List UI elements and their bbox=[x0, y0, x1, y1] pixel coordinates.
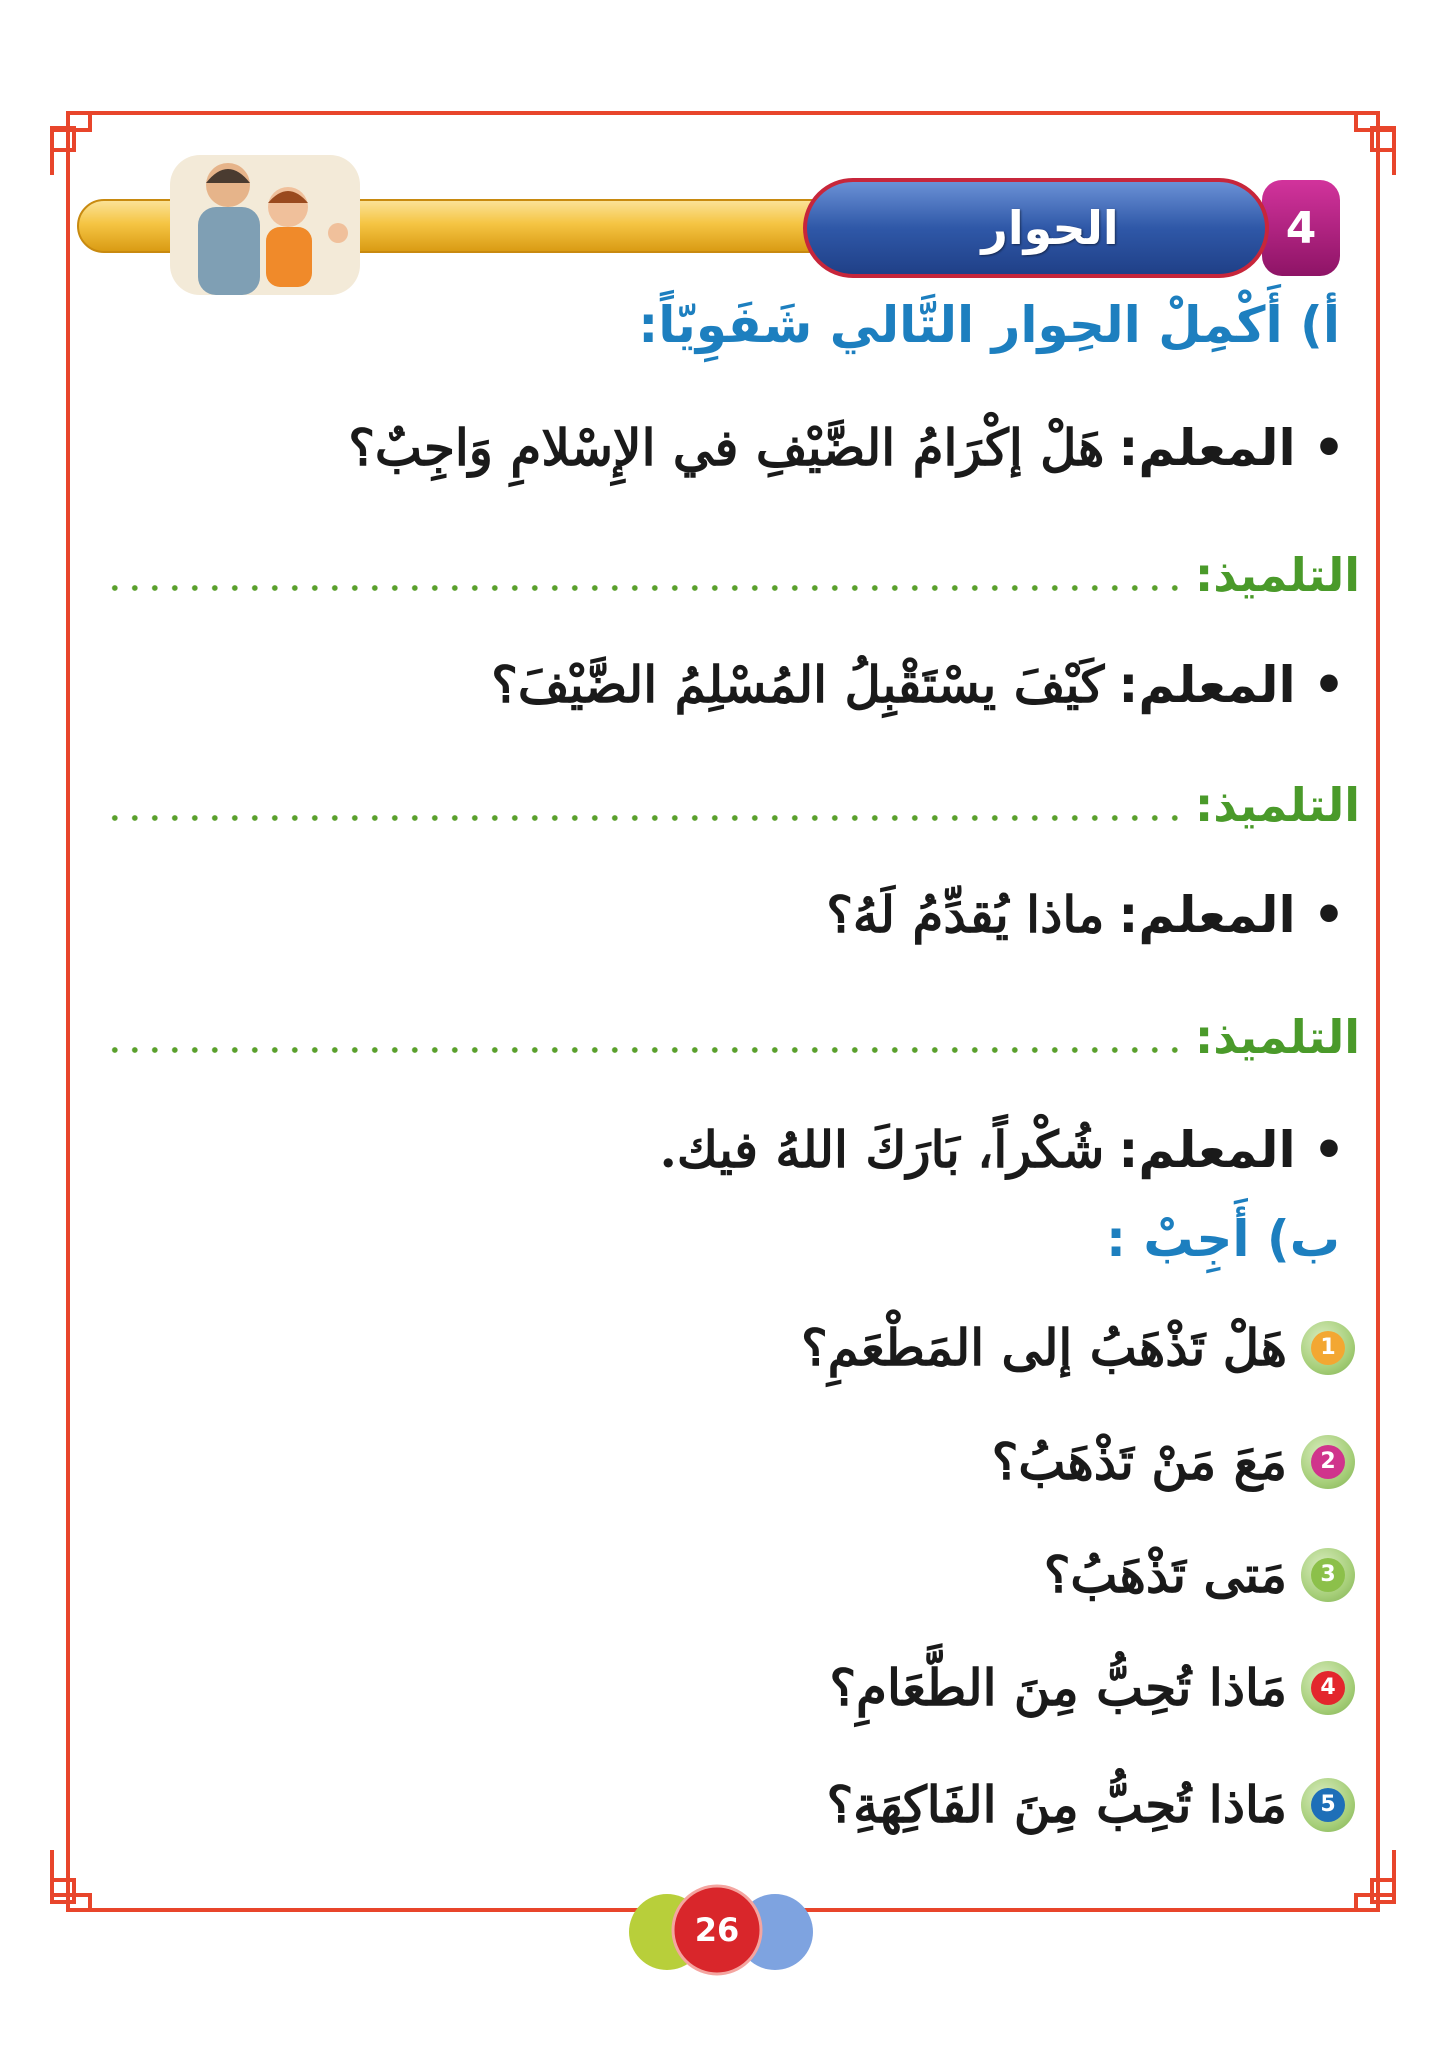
number-inner: 3 bbox=[1311, 1558, 1345, 1592]
question-text: مَاذا تُحِبُّ مِنَ الفَاكِهَةِ؟ bbox=[826, 1775, 1287, 1834]
number-inner: 5 bbox=[1311, 1788, 1345, 1822]
part-b-heading: ب) أَجِبْ : bbox=[1105, 1210, 1340, 1268]
teacher-label: • المعلم: bbox=[1118, 1120, 1345, 1179]
question-text: هَلْ تَذْهَبُ إلى المَطْعَمِ؟ bbox=[801, 1318, 1287, 1377]
number-badge bbox=[1301, 1661, 1355, 1715]
teacher-child-illustration bbox=[170, 155, 360, 295]
teacher-label: • المعلم: bbox=[1118, 655, 1345, 714]
question-3 bbox=[1044, 1545, 1355, 1604]
question-5 bbox=[827, 1775, 1355, 1834]
number-inner: 2 bbox=[1311, 1445, 1345, 1479]
dialog-teacher-4 bbox=[659, 1120, 1345, 1179]
question-text: مَعَ مَنْ تَذْهَبُ؟ bbox=[991, 1432, 1287, 1491]
question-1 bbox=[801, 1318, 1355, 1377]
part-a-heading: أ) أَكْمِلْ الحِوار التَّالي شَفَوِيّاً: bbox=[638, 296, 1340, 354]
section-number: 4 bbox=[1285, 202, 1317, 254]
student-label: التلميذ: bbox=[1194, 1010, 1360, 1064]
teacher-closing: شُكْراً، بَارَكَ اللهُ فيك. bbox=[659, 1120, 1105, 1179]
teacher-question: ماذا يُقدِّمُ لَهُ؟ bbox=[826, 885, 1105, 944]
student-answer-line-2[interactable] bbox=[100, 770, 1360, 840]
number-inner: 4 bbox=[1311, 1671, 1345, 1705]
dialog-teacher-1 bbox=[348, 418, 1345, 477]
answer-dotted-line[interactable] bbox=[100, 1045, 1185, 1055]
teacher-label: • المعلم: bbox=[1118, 885, 1345, 944]
number-badge bbox=[1301, 1321, 1355, 1375]
teacher-label: • المعلم: bbox=[1118, 418, 1345, 477]
section-title: الحوار bbox=[981, 201, 1119, 255]
number-inner: 1 bbox=[1311, 1331, 1345, 1365]
teacher-question: كَيْفَ يسْتَقْبِلُ المُسْلِمُ الضَّيْفَ؟ bbox=[491, 655, 1105, 714]
dialog-teacher-2 bbox=[491, 655, 1345, 714]
number-badge bbox=[1301, 1548, 1355, 1602]
dialog-teacher-3 bbox=[826, 885, 1345, 944]
question-4 bbox=[829, 1658, 1355, 1717]
question-text: مَاذا تُحِبُّ مِنَ الطَّعَامِ؟ bbox=[829, 1658, 1287, 1717]
student-label: التلميذ: bbox=[1194, 548, 1360, 602]
answer-dotted-line[interactable] bbox=[100, 583, 1185, 593]
student-label: التلميذ: bbox=[1194, 778, 1360, 832]
answer-dotted-line[interactable] bbox=[100, 813, 1185, 823]
question-text: مَتى تَذْهَبُ؟ bbox=[1043, 1545, 1287, 1604]
page-number: 26 bbox=[694, 1911, 740, 1949]
student-answer-line-3[interactable] bbox=[100, 1002, 1360, 1072]
student-answer-line-1[interactable] bbox=[100, 540, 1360, 610]
number-badge bbox=[1301, 1435, 1355, 1489]
question-2 bbox=[992, 1432, 1355, 1491]
teacher-question: هَلْ إكْرَامُ الضَّيْفِ في الإِسْلامِ وَاجِبٌ؟ bbox=[348, 418, 1105, 477]
number-badge bbox=[1301, 1778, 1355, 1832]
